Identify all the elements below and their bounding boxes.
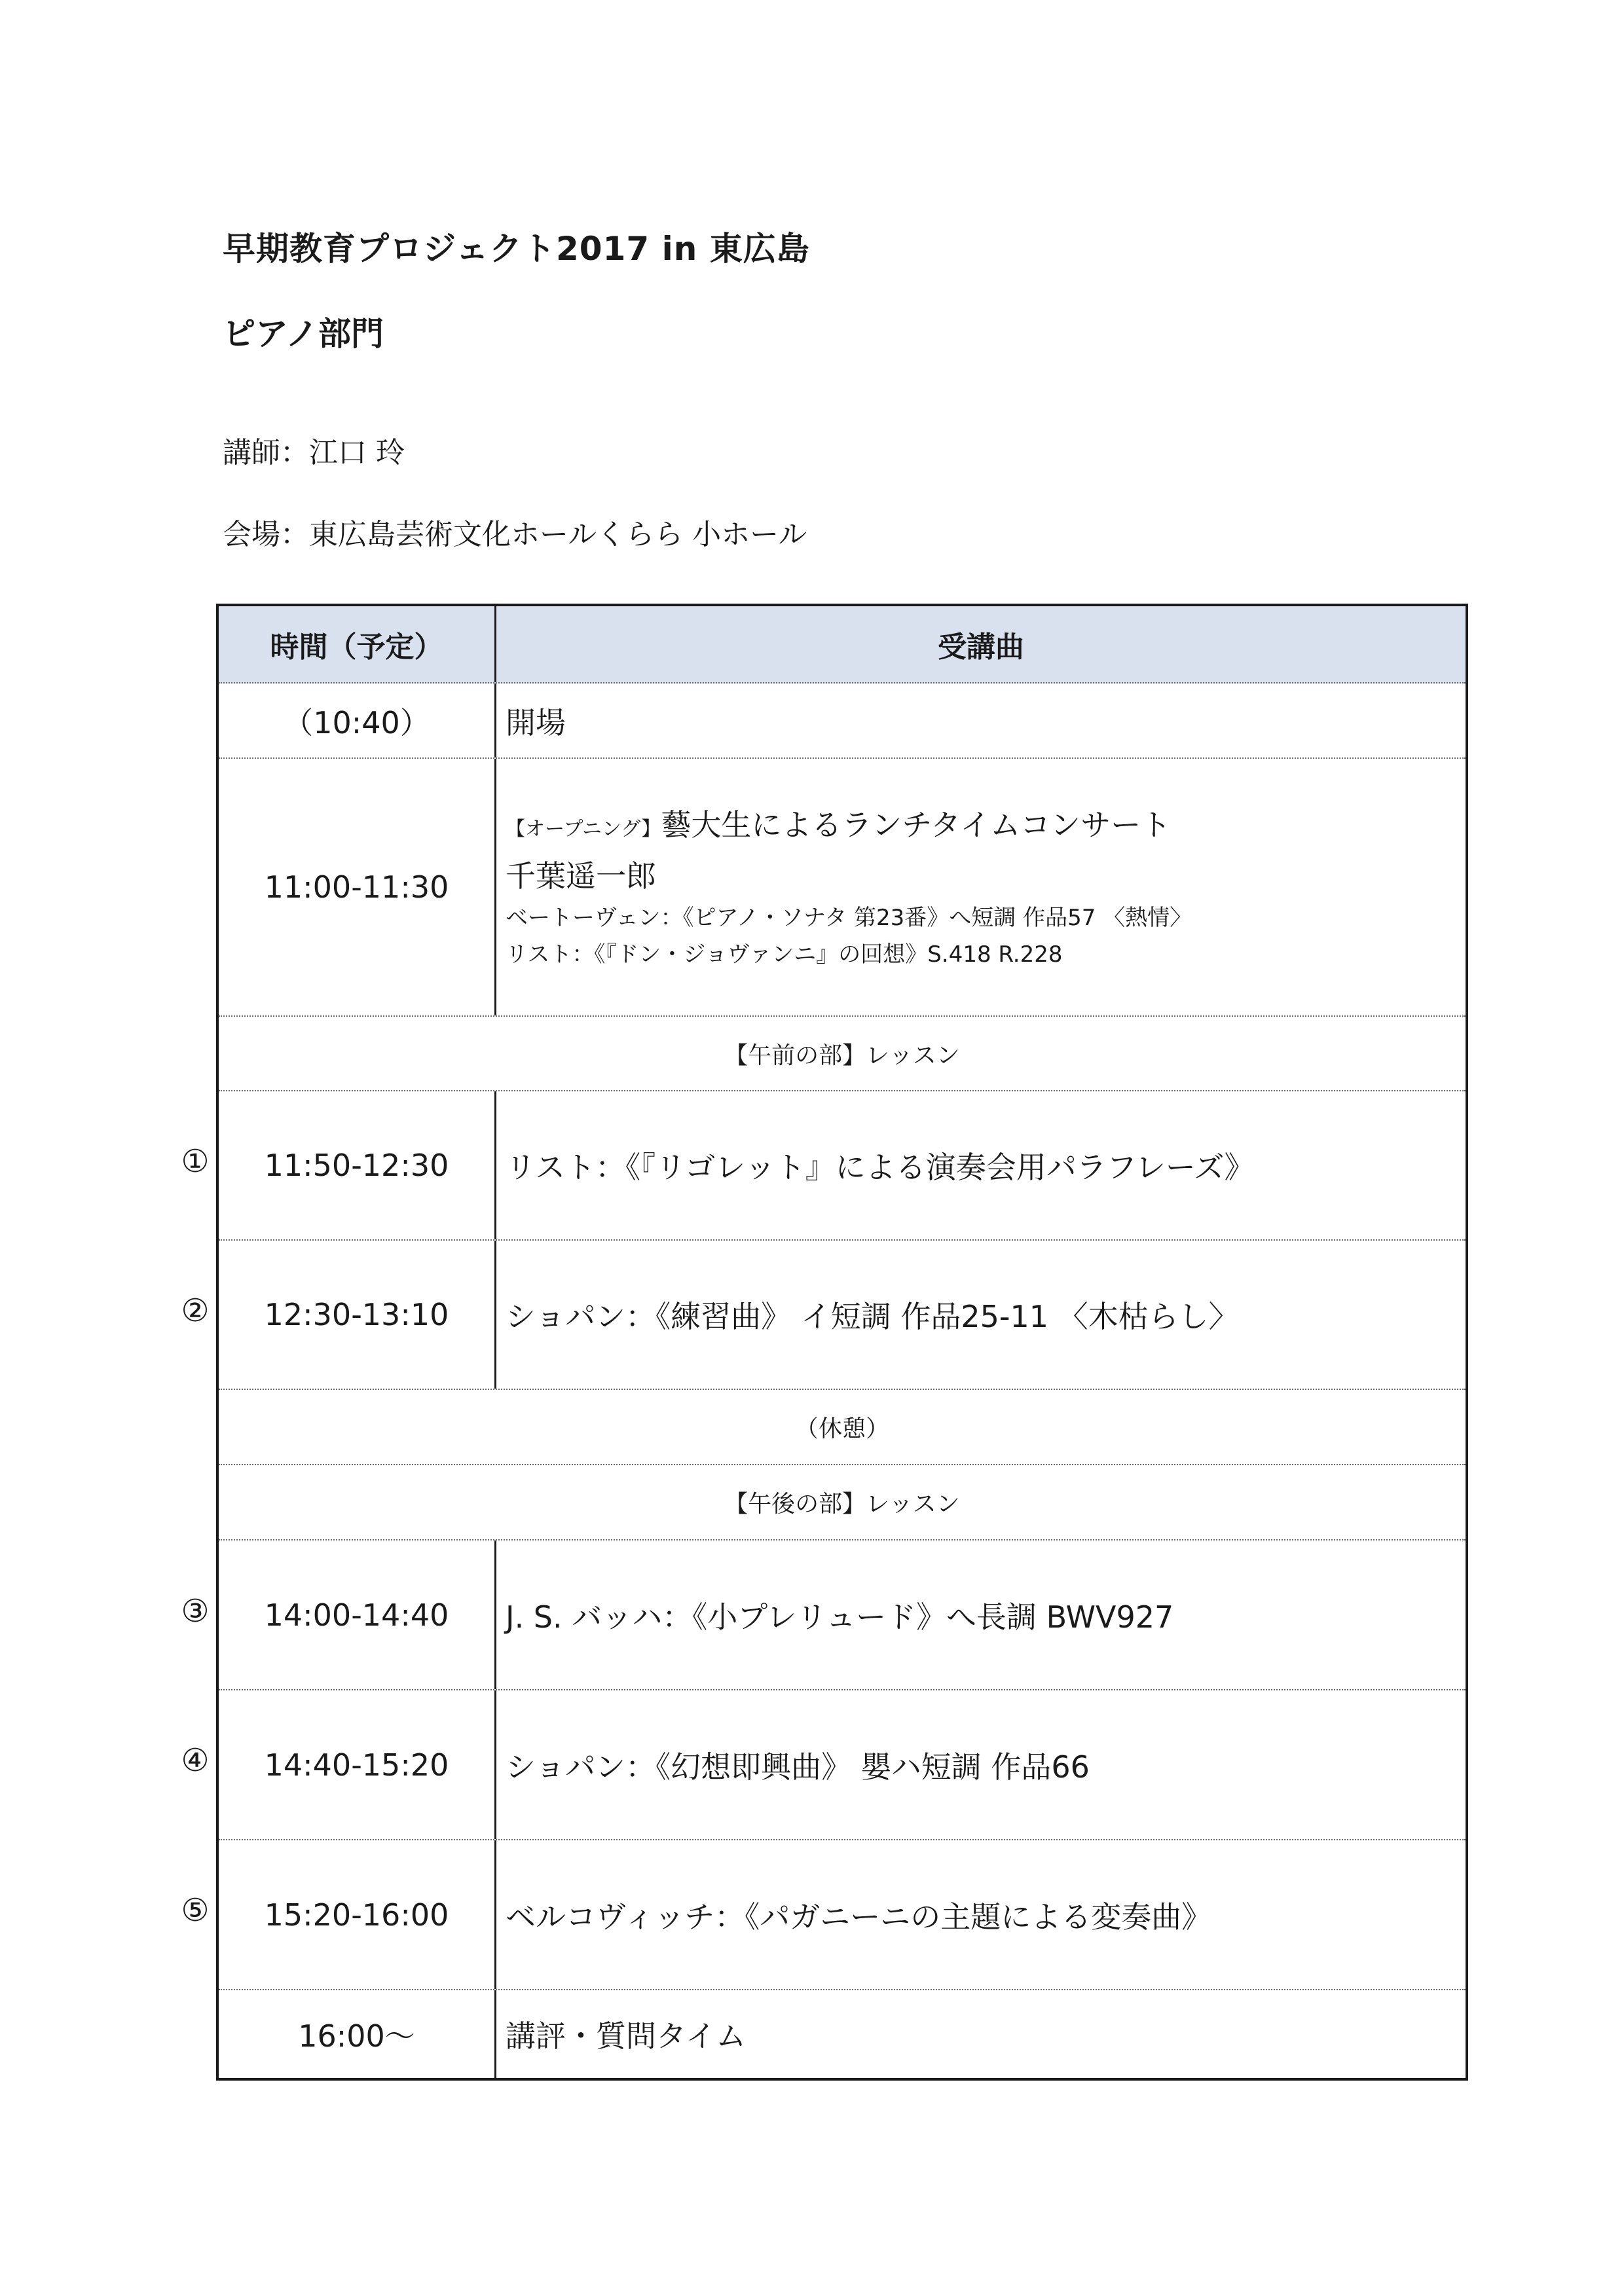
lesson-5-time: 15:20-16:00 xyxy=(219,1840,496,1989)
concert-piece-2: リスト：《『ドン・ジョヴァンニ』の回想》S.418 R.228 xyxy=(506,941,1063,968)
table-row-concert xyxy=(219,759,1466,1017)
lesson-5-piece: ベルコヴィッチ：《パガニーニの主題による変奏曲》 xyxy=(506,1899,1212,1935)
table-row-opening xyxy=(219,683,1466,759)
concert-title-line xyxy=(506,802,1466,852)
table-row-lesson-1 xyxy=(219,1091,1466,1241)
concert-piece-1: ベートーヴェン：《ピアノ・ソナタ 第23番》へ短調 作品57 〈熱情〉 xyxy=(506,904,1192,931)
table-row-lesson-4 xyxy=(219,1690,1466,1840)
table-row-lesson-5 xyxy=(219,1840,1466,1990)
break-label: （休憩） xyxy=(794,1415,889,1442)
lesson-1-piece: リスト：《『リゴレット』による演奏会用パラフレーズ》 xyxy=(506,1150,1255,1185)
concert-tag: 【オープニング】 xyxy=(506,817,661,841)
page-subtitle: ピアノ部門 xyxy=(223,315,384,353)
opening-time: （10:40） xyxy=(219,683,496,757)
table-row-lesson-3 xyxy=(219,1540,1466,1690)
closing-time: 16:00～ xyxy=(219,1990,496,2078)
lesson-4-piece: ショパン：《幻想即興曲》 嬰ハ短調 作品66 xyxy=(506,1749,1090,1785)
lesson-2-time: 12:30-13:10 xyxy=(219,1241,496,1389)
lesson-2-piece: ショパン：《練習曲》 イ短調 作品25-11 〈木枯らし〉 xyxy=(506,1299,1239,1334)
break-row xyxy=(219,1390,1466,1465)
concert-title: 藝大生によるランチタイムコンサート xyxy=(661,807,1172,843)
closing-piece: 講評・質問タイム xyxy=(506,2018,747,2054)
lesson-number-4: ④ xyxy=(181,1742,210,1779)
venue-info: 会場：東広島芸術文化ホールくらら 小ホール xyxy=(223,518,807,551)
table-row-lesson-2 xyxy=(219,1241,1466,1390)
concert-details xyxy=(496,759,1466,1015)
page-title: 早期教育プロジェクト2017 in 東広島 xyxy=(223,230,810,268)
concert-time: 11:00-11:30 xyxy=(219,759,496,1015)
lesson-number-1: ① xyxy=(181,1143,210,1180)
lesson-number-2: ② xyxy=(181,1292,210,1329)
morning-section-row xyxy=(219,1017,1466,1091)
header-piece: 受講曲 xyxy=(938,630,1024,664)
lesson-number-3: ③ xyxy=(181,1593,210,1630)
afternoon-section-label: 【午後の部】レッスン xyxy=(724,1491,960,1518)
lesson-4-time: 14:40-15:20 xyxy=(219,1690,496,1839)
table-row-closing xyxy=(219,1990,1466,2078)
schedule-table xyxy=(216,604,1468,2081)
afternoon-section-row xyxy=(219,1465,1466,1540)
concert-performer: 千葉遥一郎 xyxy=(506,858,656,894)
lesson-1-time: 11:50-12:30 xyxy=(219,1091,496,1239)
morning-section-label: 【午前の部】レッスン xyxy=(724,1042,960,1069)
instructor-info: 講師：江口 玲 xyxy=(223,436,405,469)
opening-piece: 開場 xyxy=(506,704,566,740)
lesson-3-time: 14:00-14:40 xyxy=(219,1540,496,1689)
header-time: 時間（予定） xyxy=(219,606,496,682)
lesson-number-5: ⑤ xyxy=(181,1892,210,1929)
lesson-3-piece: J. S. バッハ：《小プレリュード》へ長調 BWV927 xyxy=(506,1599,1174,1635)
table-header-row xyxy=(219,606,1466,683)
